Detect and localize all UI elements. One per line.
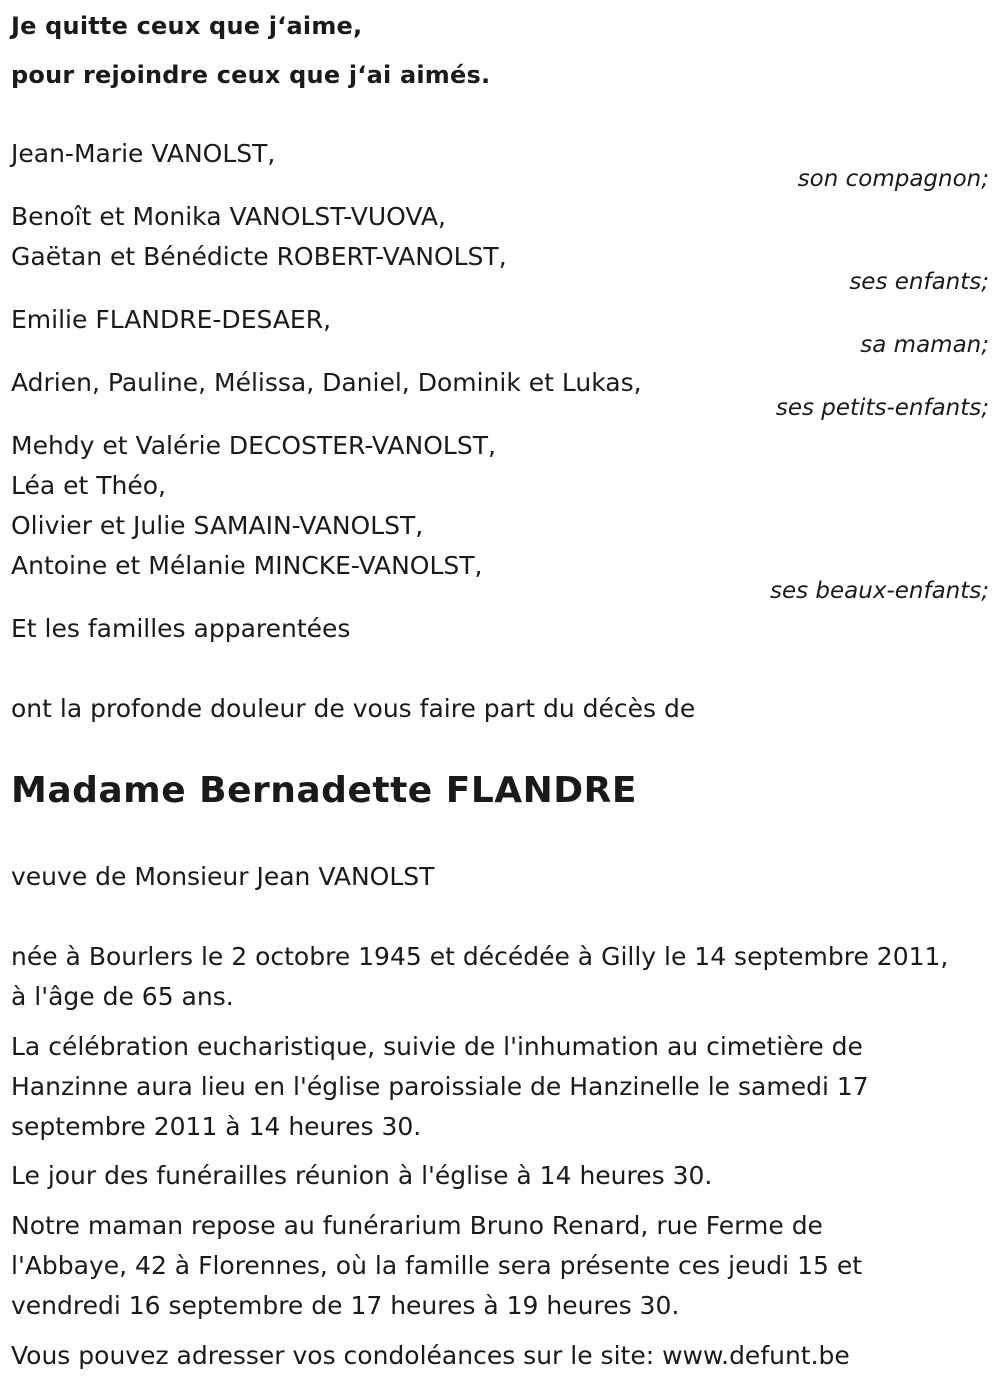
mother-name: Emilie FLANDRE-DESAER, xyxy=(11,305,332,334)
companion-name: Jean-Marie VANOLST, xyxy=(11,139,276,168)
children-role: ses enfants; xyxy=(849,269,989,295)
companion-role: son compagnon; xyxy=(797,166,989,192)
stepchild-name: Mehdy et Valérie DECOSTER-VANOLST, xyxy=(11,431,496,460)
ceremony-line: Hanzinne aura lieu en l'église paroissiale de Hanzinelle le samedi 17 xyxy=(11,1072,869,1101)
epigraph-line-2: pour rejoindre ceux que j‘ai aimés. xyxy=(11,61,491,89)
stepchild-name: Olivier et Julie SAMAIN-VANOLST, xyxy=(11,511,424,540)
widow-of-line: veuve de Monsieur Jean VANOLST xyxy=(11,862,435,891)
announcement-line: ont la profonde douleur de vous faire part du décès de xyxy=(11,694,696,723)
deceased-name: Madame Bernadette FLANDRE xyxy=(11,770,637,811)
repose-line: l'Abbaye, 42 à Florennes, où la famille sera présente ces jeudi 15 et xyxy=(11,1251,863,1280)
stepchild-name: Antoine et Mélanie MINCKE-VANOLST, xyxy=(11,551,483,580)
relatives-line: Et les familles apparentées xyxy=(11,614,351,643)
child-name: Benoît et Monika VANOLST-VUOVA, xyxy=(11,202,446,231)
stepchildren-role: ses beaux-enfants; xyxy=(769,578,989,604)
ceremony-line: septembre 2011 à 14 heures 30. xyxy=(11,1112,422,1141)
grandchildren-names: Adrien, Pauline, Mélissa, Daniel, Dominik et Lukas, xyxy=(11,368,642,397)
age-line: à l'âge de 65 ans. xyxy=(11,982,234,1011)
epigraph-line-1: Je quitte ceux que j‘aime, xyxy=(11,12,363,40)
condolences-line: Vous pouvez adresser vos condoléances sur le site: www.defunt.be xyxy=(11,1341,850,1370)
child-name: Gaëtan et Bénédicte ROBERT-VANOLST, xyxy=(11,242,507,271)
repose-line: vendredi 16 septembre de 17 heures à 19 heures 30. xyxy=(11,1291,680,1320)
ceremony-line: La célébration eucharistique, suivie de l'inhumation au cimetière de xyxy=(11,1032,863,1061)
birth-death-line: née à Bourlers le 2 octobre 1945 et décédée à Gilly le 14 septembre 2011, xyxy=(11,942,949,971)
grandchildren-role: ses petits-enfants; xyxy=(775,395,989,421)
repose-line: Notre maman repose au funérarium Bruno Renard, rue Ferme de xyxy=(11,1211,823,1240)
meeting-line: Le jour des funérailles réunion à l'église à 14 heures 30. xyxy=(11,1161,713,1190)
mother-role: sa maman; xyxy=(860,332,989,358)
stepchild-name: Léa et Théo, xyxy=(11,471,167,500)
